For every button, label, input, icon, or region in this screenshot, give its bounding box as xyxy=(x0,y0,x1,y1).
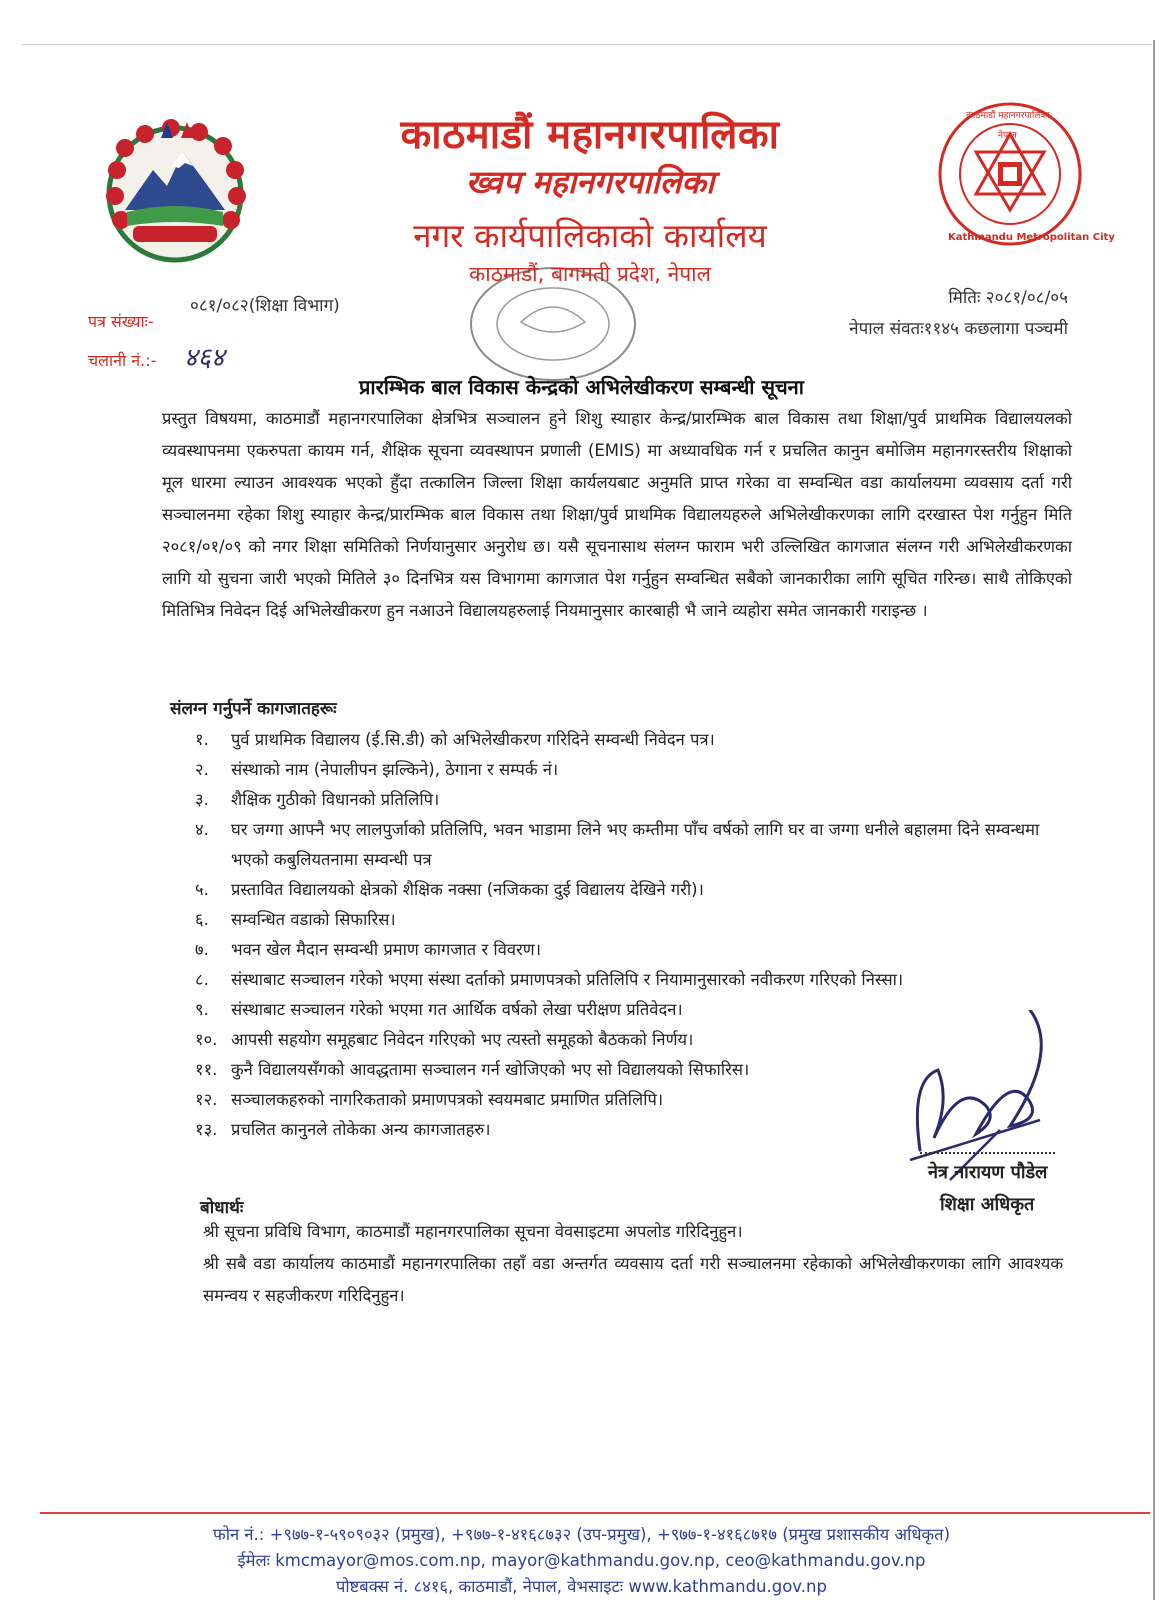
seal-text-top: काठमाडौं महानगरपालिका xyxy=(966,111,1050,121)
nepal-emblem-icon xyxy=(95,108,255,268)
list-item: १३. प्रचलित कानुनले तोकेका अन्य कागजातहरु। xyxy=(195,1120,491,1139)
kmc-seal-icon xyxy=(936,100,1084,248)
dispatch-no-value: ४६४ xyxy=(184,343,225,373)
seal-text-center: नेपाल xyxy=(998,131,1017,141)
footer-phone: फोन नं.: +९७७-१-५९०९०३२ (प्रमुख), +९७७-१-४१६८७३२ (उप-प्रमुख), +९७७-१-४१६८७१७ (प्रमुख प्रशासकीय अधिकृत) xyxy=(212,1525,951,1544)
list-item: ८. संस्थाबाट सञ्चालन गरेको भएमा संस्था दर्ताको प्रमाणपत्रको प्रतिलिपि र नियामानुसारको नवीकरण गरिएको निस्सा। xyxy=(195,970,904,989)
signature-line xyxy=(920,1152,1055,1154)
list-item: १२. सञ्चालकहरुको नागरिकताको प्रमाणपत्रको स्वयमबाट प्रमाणित प्रतिलिपि। xyxy=(195,1090,664,1109)
list-item: ९. संस्थाबाट सञ्चालन गरेको भएमा गत आर्थिक वर्षको लेखा परीक्षण प्रतिवेदन। xyxy=(195,1000,683,1019)
list-item: ७. भवन खेल मैदान सम्वन्धी प्रमाण कागजात र विवरण। xyxy=(195,940,541,959)
header-title: काठमाडौं महानगरपालिका xyxy=(400,112,780,158)
dispatch-no-label: चलानी नं.:- xyxy=(88,351,157,370)
list-item: २. संस्थाको नाम (नेपालीपन झल्किने), ठेगाना र सम्पर्क नं। xyxy=(195,760,559,779)
cc-line-1: श्री सूचना प्रविधि विभाग, काठमाडौं महानगरपालिका सूचना वेवसाइटमा अपलोड गरिदिनुहुन। xyxy=(203,1222,743,1241)
body-paragraph: प्रस्तुत विषयमा, काठमाडौं महानगरपालिका क्षेत्रभित्र सञ्चालन हुने शिशु स्याहार केन्द्र/प्रारम्भिक बाल विकास तथा शिक्षा/पुर्व प्राथमिक विद्यालयलको व्यवस्थापनमा एकरुपता कायम गर्न, शैक्षिक सूचना व्यवस्थापन प्रणाली (EMIS) मा अध्यावधिक गर्न र प्रचलित कानुन बमोजिम महानगरस्तरीय शिक्षाको मूल धारमा ल्याउन आवश्यक भएको हुँदा तत्कालिन जिल्ला शिक्षा कार्यलयबाट अनुमति प्राप्त गरेका वा सम्वन्धित वडा कार्यालयमा व्यवसाय दर्ता गरी सञ्चालनमा रहेका शिशु स्याहार केन्द्र/प्रारम्भिक बाल विकास तथा शिक्षा/पुर्व प्राथमिक विद्यालयहरुले अभिलेखीकरणका लागि दरखास्त पेश गर्नुहुन मिति २०८१/०१/०९ को नगर शिक्षा समितिको निर्णयानुसार अनुरोध छ। यसै सूचनासाथ संलग्न फाराम भरी उल्लिखित कागजात संलग्न गरी अभिलेखीकरणका लागि यो सुचना जारी भएको मितिले ३० दिनभित्र यस विभागमा कागजात पेश गर्नुहुन सम्वन्धित सबैको जानकारीका लागि सूचित गरिन्छ। साथै तोकिएको मितिभित्र निवेदन दिई अभिलेखीकरण हुन नआउने विद्यालयहरुलाई नियमानुसार कारबाही भै जाने व्यहोरा समेत जानकारी गराइन्छ । xyxy=(162,409,1072,620)
nepal-sambat-line: नेपाल संवतः११४५ कछलागा पञ्चमी xyxy=(849,319,1068,339)
list-item: १०. आपसी सहयोग समूहबाट निवेदन गरिएको भए त्यस्तो समूहको बैठकको निर्णय। xyxy=(195,1030,694,1049)
subject-line: प्रारम्भिक बाल विकास केन्द्रको अभिलेखीकरण सम्बन्धी सूचना xyxy=(359,375,804,399)
letter-no-value: ०८१/०८२(शिक्षा विभाग) xyxy=(190,296,340,316)
top-rule xyxy=(22,44,1152,45)
list-item: ६. सम्वन्धित वडाको सिफारिस। xyxy=(195,910,396,929)
header-address: काठमाडौं, बागमती प्रदेश, नेपाल xyxy=(469,262,711,286)
list-item: १. पुर्व प्राथमिक विद्यालय (ई.सि.डी) को अभिलेखीकरण गरिदिने सम्वन्धी निवेदन पत्र। xyxy=(195,730,715,749)
list-item: ४. घर जग्गा आफ्नै भए लालपुर्जाको प्रतिलिपि, भवन भाडामा लिने भए कम्तीमा पाँच वर्षको लागि घर वा जग्गा धनीले बहालमा दिने सम्वन्धमा भएको कबुलियतनामा सम्वन्धी पत्र xyxy=(195,820,1040,869)
cc-line-2: श्री सबै वडा कार्यालय काठमाडौं महानगरपालिका तहाँ वडा अन्तर्गत व्यवसाय दर्ता गरी सञ्चालनमा रहेकाको अभिलेखीकरणका लागि आवश्यक समन्वय र सहजीकरण गरिदिनुहुन। xyxy=(203,1254,1063,1305)
signatory-title: शिक्षा अधिकृत xyxy=(940,1194,1035,1215)
header-office: नगर कार्यपालिकाको कार्यालय xyxy=(413,216,767,255)
signatory-name: नेत्र नारायण पौडेल xyxy=(928,1162,1048,1183)
footer-email: ईमेलः kmcmayor@mos.com.np, mayor@kathmandu.gov.np, ceo@kathmandu.gov.np xyxy=(237,1551,926,1570)
list-item: ३. शैक्षिक गुठीको विधानको प्रतिलिपि। xyxy=(195,790,440,809)
letter-no-label: पत्र संख्याः- xyxy=(88,312,154,331)
list-item: ५. प्रस्तावित विद्यालयको क्षेत्रको शैक्षिक नक्सा (नजिकका दुई विद्यालय देखिने गरी)। xyxy=(195,880,704,899)
seal-text-bottom: Kathmandu Metropolitan City xyxy=(948,232,1115,243)
date-line: मितिः २०८१/०८/०५ xyxy=(948,288,1068,308)
header-newari-script: ख्वप महानगरपालिका xyxy=(465,163,715,201)
cc-heading: बोधार्थः xyxy=(200,1198,244,1218)
footer-post: पोष्टबक्स नं. ८४१६, काठमाडौं, नेपाल, वेभसाइटः www.kathmandu.gov.np xyxy=(336,1577,827,1596)
enclosures-heading: संलग्न गर्नुपर्ने कागजातहरूः xyxy=(170,699,337,719)
page-edge xyxy=(1153,40,1155,1600)
footer-rule xyxy=(40,1512,1150,1514)
list-item: ११. कुनै विद्यालयसँगको आवद्धतामा सञ्चालन गर्न खोजिएको भए सो विद्यालयको सिफारिस। xyxy=(195,1060,750,1079)
